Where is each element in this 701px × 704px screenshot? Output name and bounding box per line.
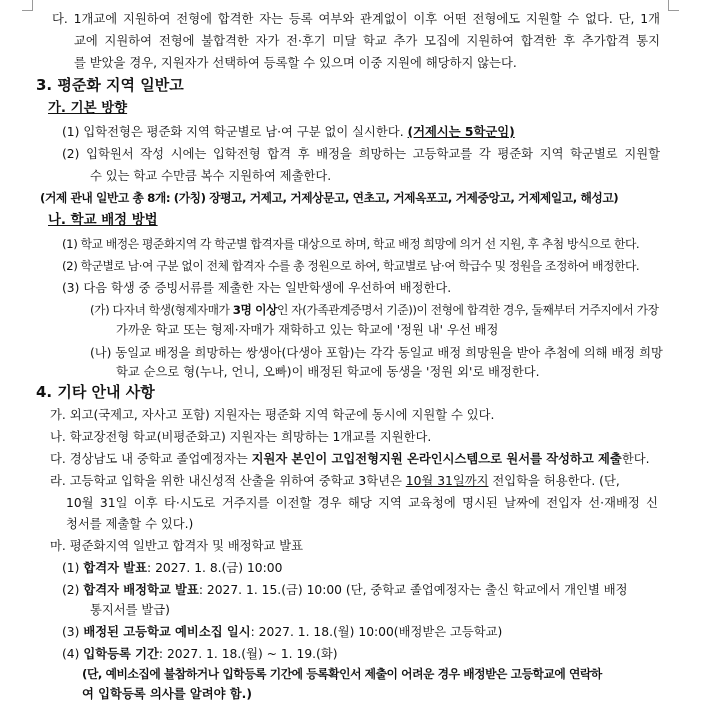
item-text: 한다.: [621, 452, 650, 466]
transfer-deadline: 10월 31일까지: [405, 474, 489, 488]
item-label: 입학등록 기간: [83, 647, 159, 661]
item-number: (3): [62, 625, 80, 639]
section-4-ra-line-3: 청서를 제출할 수 있다.): [66, 517, 194, 531]
multi-child-criterion: 3명 이상: [232, 303, 278, 317]
section-4-ga: 가. 외고(국제고, 자사고 포함) 지원자는 평준화 지역 학군에 동시에 지원할 수 있다.: [50, 408, 495, 422]
item-number: (4): [62, 647, 80, 661]
item-label: 합격자 배정학교 발표: [83, 583, 199, 597]
section-4-ra-line-2: 10월 31일 이후 타·시도로 거주지를 이전할 경우 해당 지역 교육청에 명시된 날짜에 전입자 선·재배정 신: [66, 496, 658, 510]
section-3-na-item-3-na-line-1: (나) 동일교 배정을 희망하는 쌍생아(다생아 포함)는 각각 동일교 배정 희망원을 받아 추첨에 의해 배정 희망: [90, 346, 663, 360]
item-value: : 2027. 1. 18.(월) 10:00(배정받은 고등학교): [250, 625, 503, 639]
section-4-da: [50, 451, 650, 467]
announce-item-4: [62, 646, 338, 662]
section-3-ga-item-2-line-2: 수 있는 학교 수만큼 복수 지원하여 제출한다.: [90, 169, 332, 183]
announce-item-2: [62, 582, 628, 598]
item-number: (2): [62, 583, 80, 597]
section-3-na-item-3: (3) 다음 학생 중 증빙서류를 제출한 자는 일반학생에 우선하여 배정한다.: [62, 281, 452, 295]
item-text: (1) 입학전형은 평준화 지역 학군별로 남·여 구분 없이 실시한다.: [62, 125, 408, 139]
item-value: : 2027. 1. 15.(금) 10:00 (단, 중학교 졸업예정자는 출신 학교에서 개인별 배정: [198, 583, 628, 597]
margin-corner-mark-right: [668, 0, 679, 11]
item-text: 인 자(가족관계증명서 기준))이 전형에 합격한 경우, 둘째부터 거주지에서 가장: [277, 303, 659, 317]
announce-item-2-line-2: 통지서를 발급): [90, 603, 170, 617]
section-3-ga-item-1: [62, 124, 515, 140]
section-4-na: 나. 학교장전형 학교(비평준화고) 지원자는 희망하는 1개교를 지원한다.: [50, 430, 432, 444]
section-3-na-item-3-ga-line-2: 가까운 학교 또는 형제·자매가 재학하고 있는 학교에 '정원 내' 우선 배정: [116, 323, 499, 337]
item-label: 배정된 고등학교 예비소집 일시: [83, 625, 251, 639]
section-3-heading: 3. 평준화 지역 일반고: [36, 76, 184, 94]
para-da-line-2: 교에 지원하여 전형에 불합격한 자가 전·후기 미달 학교 추가 모집에 지원하여 합격한 후 추가합격 통지: [74, 34, 660, 48]
section-3-ga-title: 가. 기본 방향: [48, 101, 128, 116]
section-4-ra-line-1: [50, 473, 660, 489]
online-application-note: 지원자 본인이 고입전형지원 온라인시스템으로 원서를 작성하고 제출: [251, 452, 622, 466]
para-da-line-3: 를 받았을 경우, 지원자가 선택하여 등록할 수 있으며 이중 지원에 해당하지 않는다.: [74, 56, 517, 70]
item-label: 합격자 발표: [83, 561, 148, 575]
registration-note-line-1: (단, 예비소집에 불참하거나 입학등록 기간에 등록확인서 제출이 어려운 경우 배정받은 고등학교에 연락하: [82, 667, 602, 681]
registration-note-line-2: 여 입학등록 의사를 알려야 함.): [82, 687, 252, 701]
section-3-na-item-3-na-line-2: 학교 순으로 형(누나, 언니, 오빠)이 배정된 학교에 동생을 '정원 외'로 배정한다.: [116, 365, 540, 379]
geoje-school-district-note: (거제시는 5학군임): [407, 125, 515, 139]
item-text: 전입학을 허용한다. (단,: [488, 474, 620, 488]
item-text: 다. 경상남도 내 중학교 졸업예정자는: [50, 452, 252, 466]
section-3-na-item-3-ga-line-1: [90, 302, 659, 318]
announce-item-1: [62, 560, 282, 576]
geoje-schools-list: (거제 관내 일반고 총 8개: (가칭) 장평고, 거제고, 거제상문고, 연초고, 거제옥포고, 거제중앙고, 거제제일고, 해성고): [40, 191, 619, 205]
item-value: : 2027. 1. 18.(월) ~ 1. 19.(화): [158, 647, 338, 661]
item-value: : 2027. 1. 8.(금) 10:00: [147, 561, 283, 575]
section-4-ma: 마. 평준화지역 일반고 합격자 및 배정학교 발표: [50, 539, 304, 553]
announce-item-3: [62, 624, 502, 640]
item-text: (가) 다자녀 학생(형제자매가: [90, 303, 233, 317]
item-text: 라. 고등학교 입학을 위한 내신성적 산출을 위하여 중학교 3학년은: [50, 474, 406, 488]
section-3-na-item-1: (1) 학교 배정은 평준화지역 각 학군별 합격자를 대상으로 하며, 학교 배정 희망에 의거 선 지원, 후 추첨 방식으로 한다.: [62, 237, 640, 251]
margin-corner-mark-left: [22, 0, 33, 11]
para-da-line-1: 다. 1개교에 지원하여 전형에 합격한 자는 등록 여부와 관계없이 이후 어떤 전형에도 지원할 수 없다. 단, 1개: [52, 12, 660, 26]
section-3-na-item-2: (2) 학군별로 남·여 구분 없이 전체 합격자 수를 총 정원으로 하여, 학교별로 남·여 학급수 및 정원을 조정하여 배정한다.: [62, 259, 640, 273]
section-3-na-title: 나. 학교 배정 방법: [48, 213, 158, 228]
section-4-heading: 4. 기타 안내 사항: [36, 383, 155, 401]
item-number: (1): [62, 561, 80, 575]
section-3-ga-item-2-line-1: (2) 입학원서 작성 시에는 입학전형 합격 후 배정을 희망하는 고등학교를 각 평준화 지역 학군별로 지원할: [62, 147, 660, 161]
